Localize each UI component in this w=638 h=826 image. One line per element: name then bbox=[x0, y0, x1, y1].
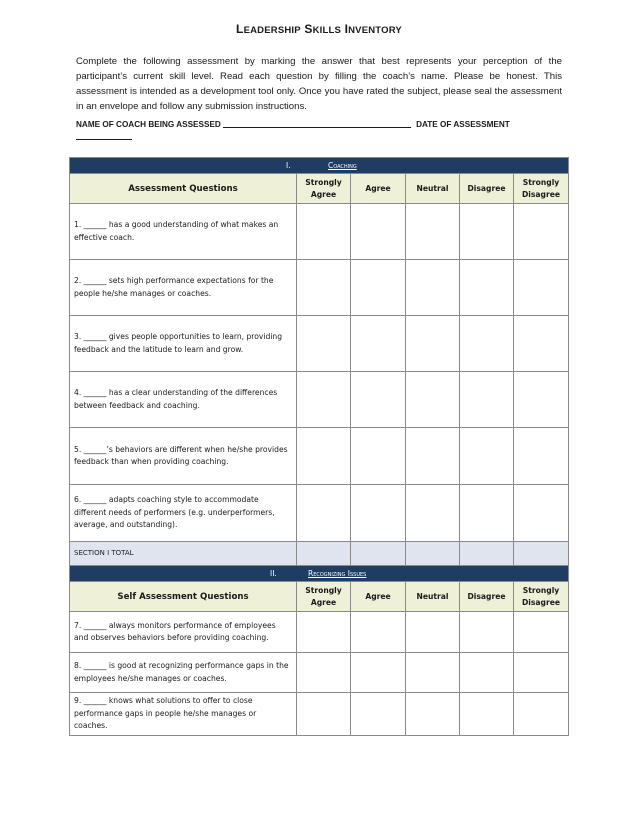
table-row bbox=[70, 372, 569, 428]
rating-cell[interactable] bbox=[351, 693, 406, 736]
rating-cell[interactable] bbox=[297, 204, 351, 260]
col-neutral: Neutral bbox=[406, 174, 460, 204]
col-disagree: Disagree bbox=[460, 582, 514, 612]
rating-cell[interactable] bbox=[514, 485, 569, 542]
rating-cell[interactable] bbox=[514, 612, 569, 653]
table-row bbox=[70, 653, 569, 693]
coach-name-label: NAME OF COACH BEING ASSESSED bbox=[76, 120, 221, 129]
total-cell[interactable] bbox=[514, 542, 569, 566]
rating-cell[interactable] bbox=[406, 428, 460, 485]
rating-cell[interactable] bbox=[460, 428, 514, 485]
total-cell[interactable] bbox=[351, 542, 406, 566]
question-text: 4. ______ has a clear understanding of the differences between feedback and coaching. bbox=[70, 372, 297, 428]
rating-cell[interactable] bbox=[514, 428, 569, 485]
section-total-row bbox=[70, 542, 569, 566]
rating-cell[interactable] bbox=[460, 693, 514, 736]
questions-column-header: Assessment Questions bbox=[70, 174, 297, 204]
col-neutral: Neutral bbox=[406, 582, 460, 612]
table-row bbox=[70, 485, 569, 542]
date-label: DATE OF ASSESSMENT bbox=[416, 120, 510, 129]
rating-cell[interactable] bbox=[460, 204, 514, 260]
rating-cell[interactable] bbox=[460, 653, 514, 693]
rating-cell[interactable] bbox=[297, 612, 351, 653]
question-text: 2. ______ sets high performance expectations for the people he/she manages or coaches. bbox=[70, 260, 297, 316]
rating-cell[interactable] bbox=[460, 260, 514, 316]
question-text: 5. ______’s behaviors are different when he/she provides feedback than when providing coaching. bbox=[70, 428, 297, 485]
questions-column-header: Self Assessment Questions bbox=[70, 582, 297, 612]
document-title: LEADERSHIP SKILLS INVENTORY bbox=[236, 22, 402, 36]
section-1-table bbox=[69, 157, 569, 566]
rating-cell[interactable] bbox=[514, 372, 569, 428]
section-2-band bbox=[70, 566, 569, 582]
section-number: I. bbox=[286, 161, 291, 170]
rating-cell[interactable] bbox=[406, 612, 460, 653]
rating-cell[interactable] bbox=[514, 260, 569, 316]
rating-cell[interactable] bbox=[460, 372, 514, 428]
rating-cell[interactable] bbox=[351, 204, 406, 260]
question-text: 8. ______ is good at recognizing performance gaps in the employees he/she manages or coaches. bbox=[70, 653, 297, 693]
section-1-band bbox=[70, 158, 569, 174]
section-number: II. bbox=[270, 569, 277, 578]
table-row bbox=[70, 428, 569, 485]
rating-cell[interactable] bbox=[351, 260, 406, 316]
question-text: 9. ______ knows what solutions to offer to close performance gaps in people he/she manages or coaches. bbox=[70, 693, 297, 736]
rating-cell[interactable] bbox=[351, 485, 406, 542]
rating-cell[interactable] bbox=[297, 693, 351, 736]
table-row bbox=[70, 693, 569, 736]
question-text: 7. ______ always monitors performance of employees and observes behaviors before providing coaching. bbox=[70, 612, 297, 653]
table-row bbox=[70, 260, 569, 316]
total-cell[interactable] bbox=[460, 542, 514, 566]
section-label: Coaching bbox=[328, 161, 357, 170]
section-total-label: SECTION I TOTAL bbox=[70, 542, 297, 566]
col-strongly-agree: Strongly Agree bbox=[297, 582, 351, 612]
rating-cell[interactable] bbox=[297, 653, 351, 693]
section-label: Recognizing Issues bbox=[308, 569, 367, 578]
rating-cell[interactable] bbox=[406, 693, 460, 736]
rating-cell[interactable] bbox=[351, 653, 406, 693]
rating-cell[interactable] bbox=[460, 485, 514, 542]
table-row bbox=[70, 316, 569, 372]
col-strongly-agree: Strongly Agree bbox=[297, 174, 351, 204]
rating-cell[interactable] bbox=[351, 612, 406, 653]
rating-cell[interactable] bbox=[297, 372, 351, 428]
rating-cell[interactable] bbox=[297, 428, 351, 485]
rating-cell[interactable] bbox=[514, 316, 569, 372]
table-row bbox=[70, 204, 569, 260]
col-strongly-disagree: Strongly Disagree bbox=[514, 174, 569, 204]
rating-cell[interactable] bbox=[406, 260, 460, 316]
col-disagree: Disagree bbox=[460, 174, 514, 204]
total-cell[interactable] bbox=[297, 542, 351, 566]
col-agree: Agree bbox=[351, 174, 406, 204]
rating-cell[interactable] bbox=[406, 204, 460, 260]
rating-cell[interactable] bbox=[297, 485, 351, 542]
question-text: 1. ______ has a good understanding of what makes an effective coach. bbox=[70, 204, 297, 260]
rating-cell[interactable] bbox=[514, 653, 569, 693]
rating-cell[interactable] bbox=[460, 316, 514, 372]
table-row bbox=[70, 612, 569, 653]
date-blank[interactable] bbox=[76, 132, 132, 140]
section-2-table bbox=[69, 565, 569, 736]
section-1-header-row bbox=[70, 174, 569, 204]
instructions-paragraph: Complete the following assessment by marking the answer that best represents your perception of the participant’s current skill level. Read each question by filling the coach’s name. Please be honest. This assessment is intended as a development tool only. Once you have rated the subject, please seal the assessment in an envelope and follow any submission instructions. bbox=[76, 56, 562, 112]
coach-name-line bbox=[76, 118, 562, 144]
col-agree: Agree bbox=[351, 582, 406, 612]
rating-cell[interactable] bbox=[514, 693, 569, 736]
rating-cell[interactable] bbox=[406, 316, 460, 372]
rating-cell[interactable] bbox=[406, 372, 460, 428]
rating-cell[interactable] bbox=[351, 428, 406, 485]
section-2-header-row bbox=[70, 582, 569, 612]
rating-cell[interactable] bbox=[297, 316, 351, 372]
question-text: 6. ______ adapts coaching style to accommodate different needs of performers (e.g. underperformers, average, and outstanding). bbox=[70, 485, 297, 542]
col-strongly-disagree: Strongly Disagree bbox=[514, 582, 569, 612]
rating-cell[interactable] bbox=[460, 612, 514, 653]
rating-cell[interactable] bbox=[351, 316, 406, 372]
rating-cell[interactable] bbox=[514, 204, 569, 260]
coach-name-blank[interactable] bbox=[223, 118, 411, 128]
total-cell[interactable] bbox=[406, 542, 460, 566]
rating-cell[interactable] bbox=[297, 260, 351, 316]
rating-cell[interactable] bbox=[406, 653, 460, 693]
rating-cell[interactable] bbox=[406, 485, 460, 542]
question-text: 3. ______ gives people opportunities to learn, providing feedback and the latitude to learn and grow. bbox=[70, 316, 297, 372]
rating-cell[interactable] bbox=[351, 372, 406, 428]
